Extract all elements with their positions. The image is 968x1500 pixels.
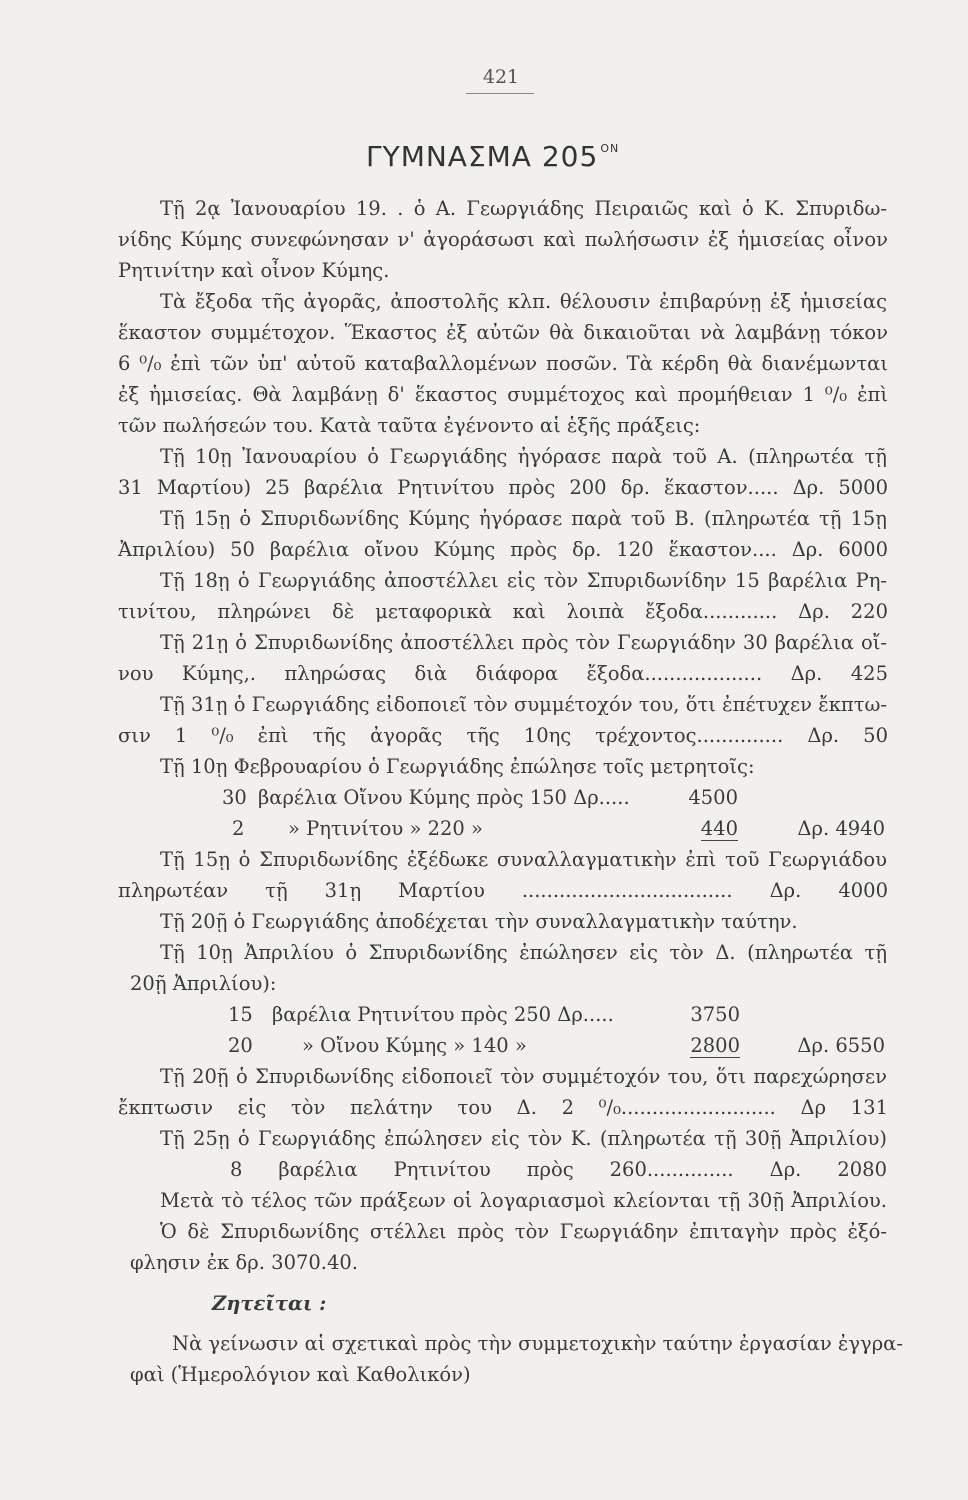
heading-text: ΓΥΜΝΑΣΜΑ 205 [366,140,599,173]
sale-item: βαρέλια Ρητινίτου πρὸς 250 Δρ..... [272,1003,614,1026]
sale-amount: 4500 [688,786,738,809]
text-line: Μετὰ τὸ τέλος τῶν πράξεων οἱ λογαριασμοὶ κλείονται τῇ 30ῇ Ἀπριλίου. [160,1189,887,1212]
text-line: Τῇ 15ῃ ὁ Σπυριδωνίδης Κύμης ἠγόρασε παρὰ τοῦ Β. (πληρωτέα τῇ 15ῃ [160,507,887,530]
text-line: Τῇ 10ῃ Ἀπριλίου ὁ Σπυριδωνίδης ἐπώλησεν εἰς τὸν Δ. (πληρωτέα τῇ [160,941,887,964]
required-label: Ζητεῖται : [212,1292,327,1315]
text-line: νίδης Κύμης συνεφώνησαν ν' ἀγοράσωσι καὶ πωλήσωσιν ἐξ ἡμισείας οἶνον [118,228,888,251]
text-line: Ρητινίτην καὶ οἶνον Κύμης. [118,259,390,282]
sale-qty: 30 [222,786,247,809]
sale-qty: 15 [228,1003,253,1026]
text-line: Νὰ γείνωσιν αἱ σχετικαὶ πρὸς τὴν συμμετοχικὴν ταύτην ἐργασίαν ἐγγρα- [172,1332,903,1355]
sale-amount: 2800 [690,1034,740,1057]
text-line: Τῇ 18ῃ ὁ Γεωργιάδης ἀποστέλλει εἰς τὸν Σπυριδωνίδην 15 βαρέλια Ρη- [160,569,887,592]
text-line: πληρωτέαν τῇ 31ῃ Μαρτίου .................................. Δρ. 4000 [118,879,888,902]
text-line: τινίτου, πληρώνει δὲ μεταφορικὰ καὶ λοιπὰ ἔξοδα............ Δρ. 220 [118,600,888,623]
sale-amount: 3750 [690,1003,740,1026]
sale-qty: 2 [232,817,245,840]
text-line: σιν 1 ⁰/₀ ἐπὶ τῆς ἀγορᾶς τῆς 10ης τρέχοντος.............. Δρ. 50 [118,724,888,747]
text-line: φαὶ (Ἡμερολόγιον καὶ Καθολικόν) [130,1363,471,1386]
text-line: νου Κύμης,. πληρώσας διὰ διάφορα ἔξοδα................... Δρ. 425 [118,662,888,685]
text-line: Τῇ 20ῇ ὁ Γεωργιάδης ἀποδέχεται τὴν συναλλαγματικὴν ταύτην. [160,910,798,933]
text-line: 6 ⁰/₀ ἐπὶ τῶν ὑπ' αὐτοῦ καταβαλλομένων ποσῶν. Τὰ κέρδη θὰ διανέμωνται [118,352,888,375]
text-line: Ἀπριλίου) 50 βαρέλια οἴνου Κύμης πρὸς δρ. 120 ἕκαστον.... Δρ. 6000 [118,538,888,561]
text-line: Ὁ δὲ Σπυριδωνίδης στέλλει πρὸς τὸν Γεωργιάδην ἐπιταγὴν πρὸς ἐξό- [160,1220,887,1243]
text-line: Τῇ 10ῃ Ἰανουαρίου ὁ Γεωργιάδης ἠγόρασε παρὰ τοῦ Α. (πληρωτέα τῇ [160,445,887,468]
text-line: Τῇ 15ῃ ὁ Σπυριδωνίδης ἐξέδωκε συναλλαγματικὴν ἐπὶ τοῦ Γεωργιάδου [160,848,887,871]
sale-item: » Ρητινίτου » 220 » [288,817,483,840]
text-line: ἔκπτωσιν εἰς τὸν πελάτην του Δ. 2 ⁰/₀......................... Δρ 131 [118,1096,888,1119]
text-line: 20ῇ Ἀπριλίου): [130,972,277,995]
text-line: τῶν πωλήσεών του. Κατὰ ταῦτα ἐγένοντο αἱ ἑξῆς πράξεις: [118,414,701,437]
exercise-heading [366,140,619,173]
text-line: Τῇ 21ῃ ὁ Σπυριδωνίδης ἀποστέλλει πρὸς τὸν Γεωργιάδην 30 βαρέλια οἴ- [160,631,887,654]
text-line: Τῇ 31ῃ ὁ Γεωργιάδης εἰδοποιεῖ τὸν συμμέτοχόν του, ὅτι ἐπέτυχεν ἔκπτω- [160,693,887,716]
text-line: Τὰ ἔξοδα τῆς ἀγορᾶς, ἀποστολῆς κλπ. θέλουσιν ἐπιβαρύνῃ ἐξ ἡμισείας [160,290,887,313]
sale-total: Δρ. 6550 [797,1034,885,1057]
text-line: ἐξ ἡμισείας. Θὰ λαμβάνῃ δ' ἕκαστος συμμέτοχος καὶ προμήθειαν 1 ⁰/₀ ἐπὶ [118,383,888,406]
text-line: φλησιν ἐκ δρ. 3070.40. [130,1251,358,1274]
text-line: Τῇ 20ῇ ὁ Σπυριδωνίδης εἰδοποιεῖ τὸν συμμέτοχόν του, ὅτι παρεχώρησεν [160,1065,887,1088]
sale-amount: 440 [700,817,738,840]
sale-total: Δρ. 4940 [797,817,885,840]
text-line: 8 βαρέλια Ρητινίτου πρὸς 260.............. Δρ. 2080 [230,1158,887,1181]
text-line: Τῇ 10ῃ Φεβρουαρίου ὁ Γεωργιάδης ἐπώλησε τοῖς μετρητοῖς: [160,755,755,778]
sale-item: βαρέλια Οἴνου Κύμης πρὸς 150 Δρ..... [258,786,630,809]
text-line: ἕκαστον συμμέτοχον. Ἕκαστος ἐξ αὐτῶν θὰ δικαιοῦται νὰ λαμβάνῃ τόκον [118,321,888,344]
sale-qty: 20 [228,1034,253,1057]
page-number-rule [466,93,534,94]
page-number: 421 [482,66,520,88]
text-line: Τῇ 2ᾳ Ἰανουαρίου 19. . ὁ Α. Γεωργιάδης Πειραιῶς καὶ ὁ Κ. Σπυριδω- [160,197,887,220]
sale-item: » Οἴνου Κύμης » 140 » [302,1034,527,1057]
text-line: 31 Μαρτίου) 25 βαρέλια Ρητινίτου πρὸς 200 δρ. ἕκαστον..... Δρ. 5000 [118,476,888,499]
text-line: Τῇ 25ῃ ὁ Γεωργιάδης ἐπώλησεν εἰς τὸν Κ. (πληρωτέα τῇ 30ῇ Ἀπριλίου) [160,1127,887,1150]
heading-sup: ΟΝ [600,142,620,155]
